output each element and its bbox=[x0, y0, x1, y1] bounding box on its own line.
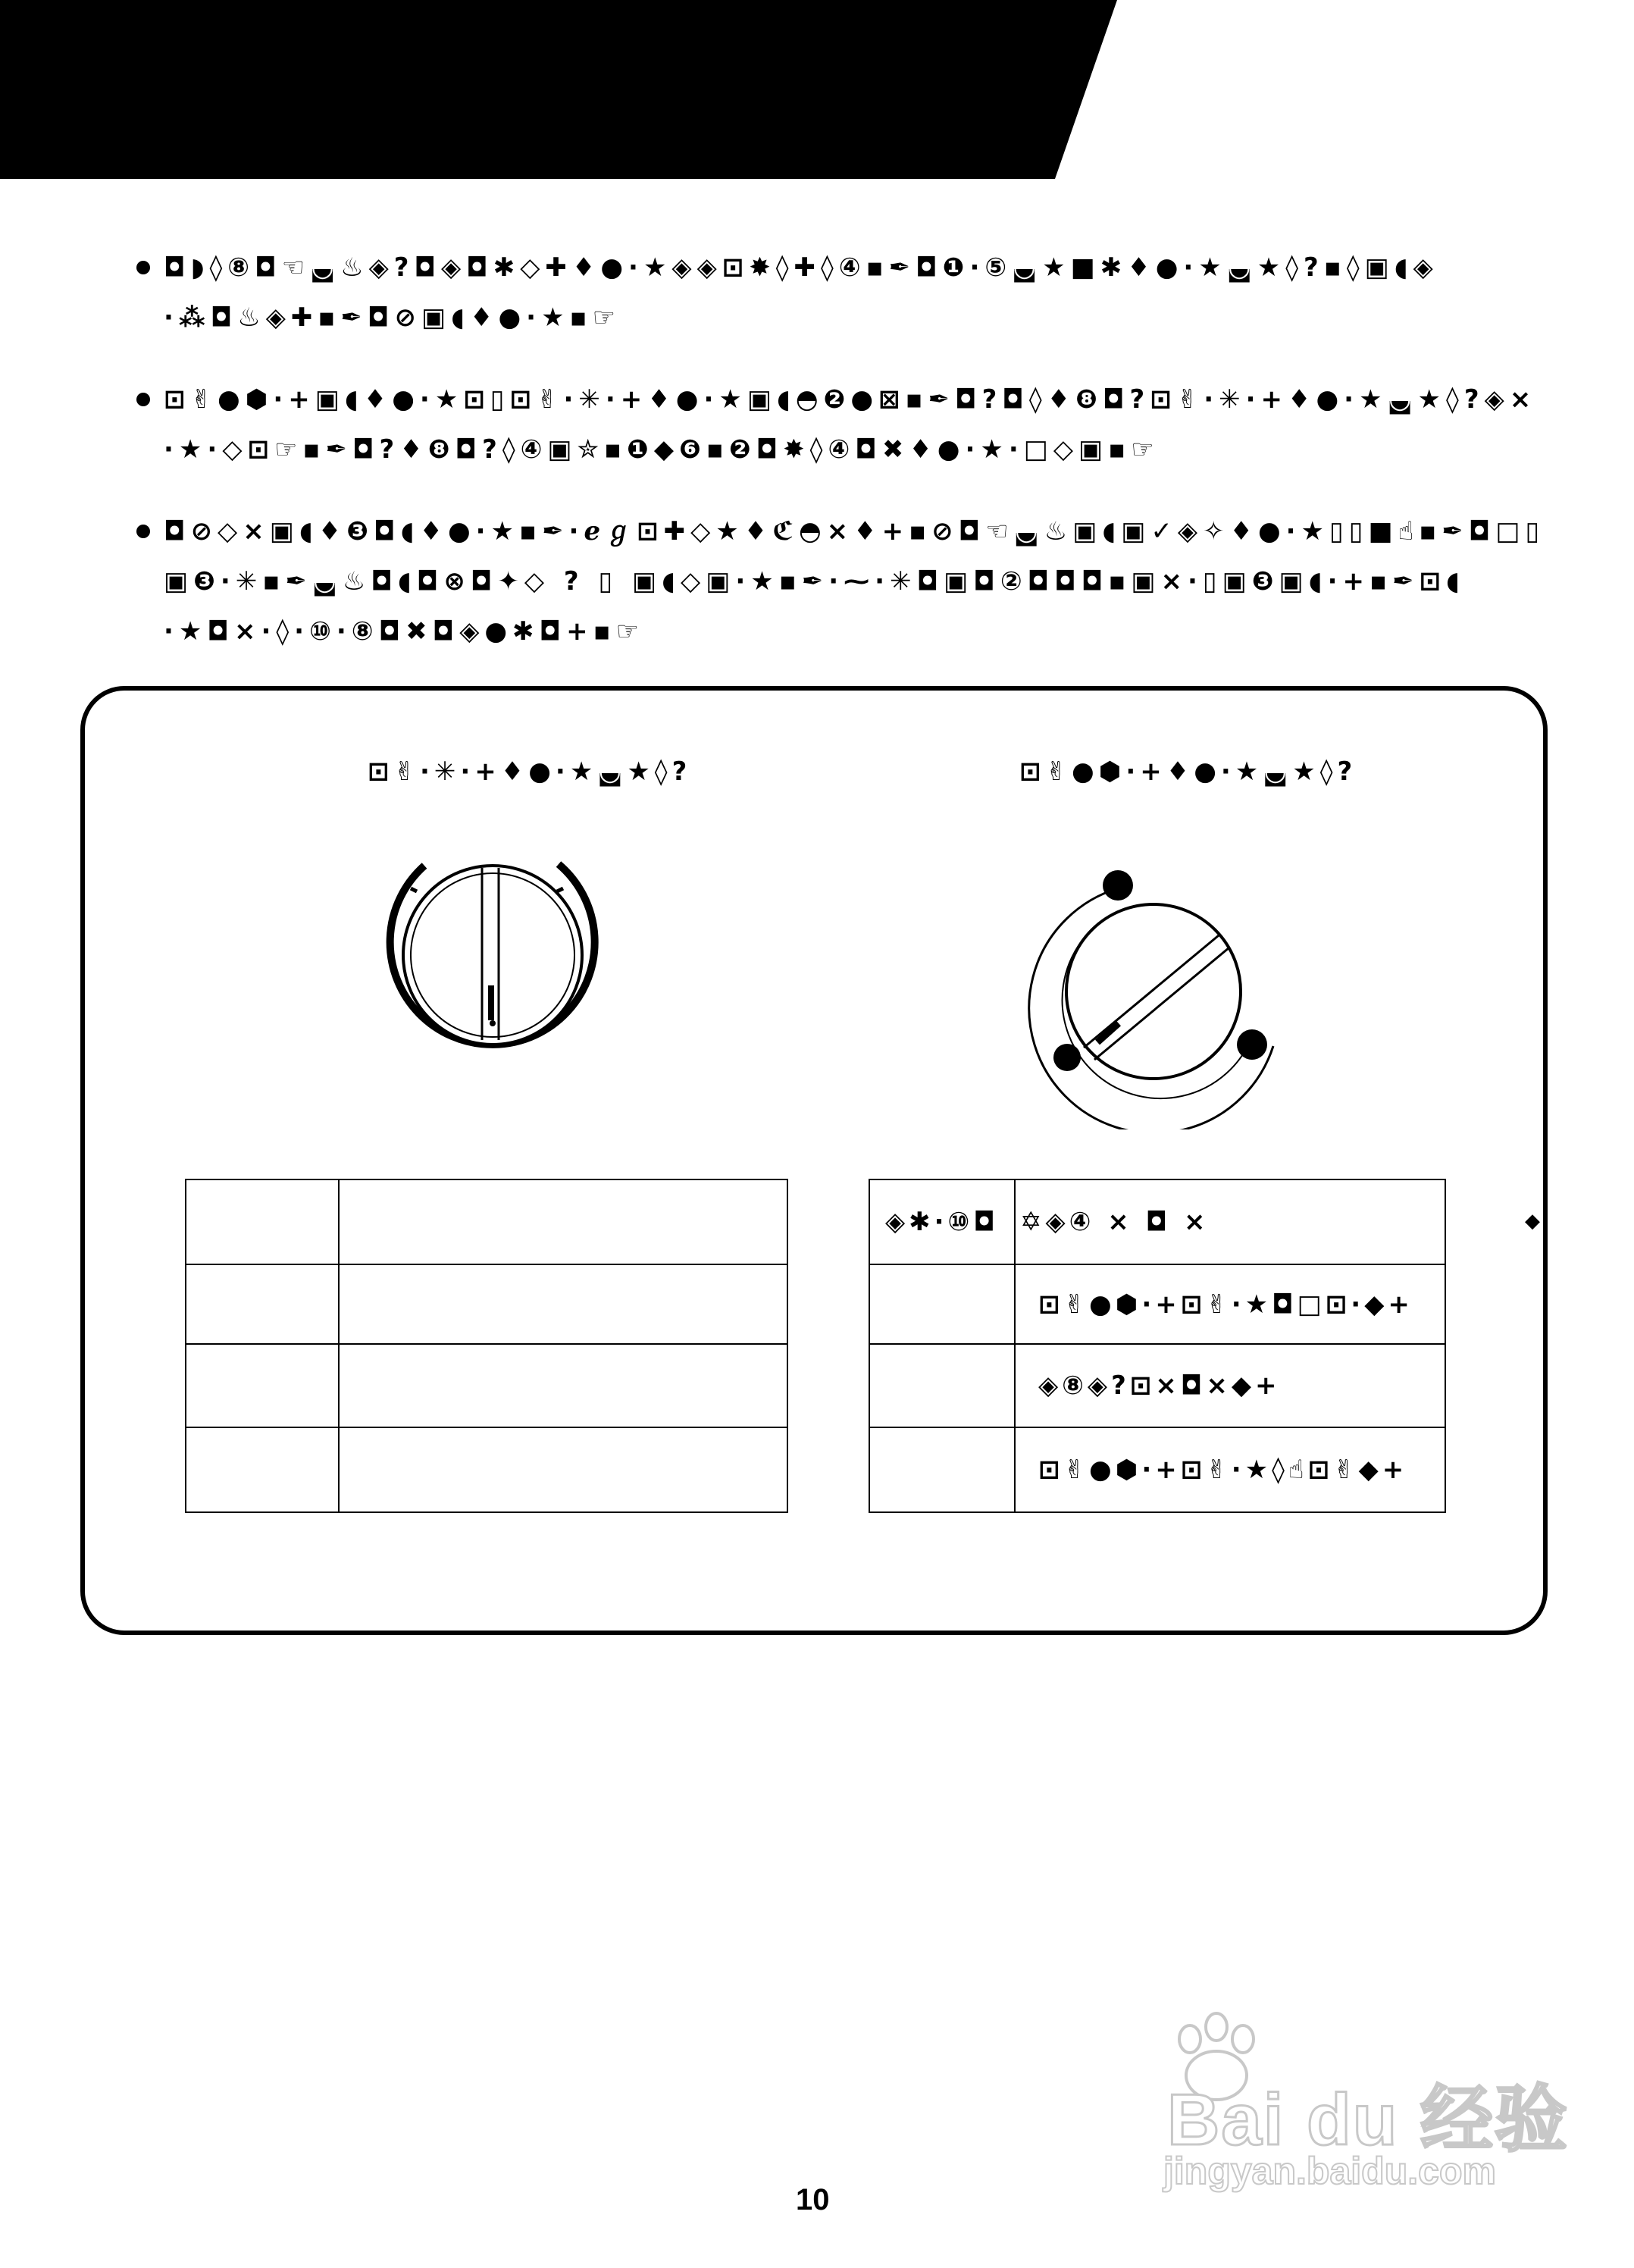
side-mark: ◆ bbox=[1525, 1210, 1540, 1233]
table-row bbox=[869, 1179, 1445, 1264]
bullet-text-line: ▣❸·✳▪✒◛♨◘◖◘⊗◘✦◇ ? ▯ ▣◖◇▣·★▪✒·⁓·✳◘▣◘②◘◘◘▪▣×·▯▣❸▣◖·+▪✒⊡◖ bbox=[164, 566, 1465, 597]
table-cell-value: ⊡✌●⬢·+⊡✌·★◘□⊡·◆+ bbox=[1015, 1264, 1445, 1344]
table-cell-label bbox=[869, 1264, 1015, 1344]
table-row bbox=[869, 1344, 1445, 1427]
bullet-item-1 bbox=[136, 243, 1634, 343]
table-cell-value bbox=[339, 1179, 787, 1264]
page-number: 10 bbox=[796, 2183, 830, 2216]
right-knob-drawing bbox=[1016, 849, 1296, 1129]
bullet-text-line: ⊡✌●⬢·+▣◖♦●·★⊡▯⊡✌·✳·+♦●·★▣◖◓❷●⊠▪✒◘?◘◊♦❽◘?⊡✌·✳·+♦●·★◛★◊?◈× bbox=[164, 384, 1537, 415]
table-row bbox=[186, 1427, 787, 1512]
bullet-text-line: ·★◘×·◊·⑩·⑧◘✖◘◈●✱◘+▪☞ bbox=[164, 616, 645, 647]
table-cell-value bbox=[339, 1344, 787, 1427]
left-settings-table bbox=[185, 1179, 788, 1513]
instruction-list bbox=[136, 243, 1634, 688]
bullet-dot bbox=[136, 393, 150, 406]
bullet-text-line: ·★·◇⊡☞▪✒◘?♦❽◘?◊④▣✮▪❶◆❻▪❷◘✸◊④◘✖♦●·★·□◇▣▪☞ bbox=[164, 434, 1160, 465]
bullet-item-3 bbox=[136, 506, 1634, 656]
table-row bbox=[869, 1264, 1445, 1344]
bullet-dot bbox=[136, 525, 150, 538]
table-cell-value: ◈⑧◈?⊡×◘×◆+ bbox=[1015, 1344, 1445, 1427]
table-cell-label bbox=[186, 1264, 339, 1344]
table-cell-label bbox=[869, 1427, 1015, 1512]
bullet-text-line: ·⁂◘♨◈✚▪✒◘⊘▣◖♦●·★▪☞ bbox=[164, 302, 621, 333]
table-cell-label bbox=[186, 1427, 339, 1512]
table-cell-label: ◈✱·⑩◘ bbox=[869, 1179, 1015, 1264]
table-cell-value: ⊡✌●⬢·+⊡✌·★◊☝⊡✌◆+ bbox=[1015, 1427, 1445, 1512]
table-cell-label bbox=[869, 1344, 1015, 1427]
table-cell-value bbox=[339, 1264, 787, 1344]
right-knob-caption: ⊡✌●⬢·+♦●·★◛★◊? bbox=[1019, 757, 1357, 787]
left-knob-caption: ⊡✌·✳·+♦●·★◛★◊? bbox=[368, 757, 692, 787]
right-settings-table bbox=[869, 1179, 1446, 1513]
left-knob-drawing bbox=[379, 841, 614, 1069]
bullet-dot bbox=[136, 261, 150, 274]
watermark-url: jingyan.baidu.com bbox=[1163, 2150, 1496, 2192]
bullet-text-line: ◘⊘◇×▣◖♦❸◘◖♦●·★▪✒·ℯℊ⊡✚◇★♦ℭ◓×♦+▪⊘◘☜◛♨▣◖▣✓◈✧♦●·★▯▯■☝▪✒◘□▯ bbox=[164, 516, 1545, 547]
header-band bbox=[0, 0, 1122, 179]
table-row bbox=[869, 1427, 1445, 1512]
bullet-text-line: ◘◗◊⑧◘☜◛♨◈?◘◈◘✱◇✚♦●·★◈◈⊡✸◊✚◊④▪✒◘❶·⑤◛★■✱♦●·★◛★◊?▪◊▣◖◈ bbox=[164, 252, 1438, 283]
watermark-brand: Bai du 经验 bbox=[1167, 2079, 1570, 2160]
table-cell-value bbox=[339, 1427, 787, 1512]
table-cell-label bbox=[186, 1179, 339, 1264]
table-row bbox=[186, 1344, 787, 1427]
table-cell-label bbox=[186, 1344, 339, 1427]
bullet-item-2 bbox=[136, 374, 1634, 475]
table-cell-value: ✡◈④ × ◘ × bbox=[1015, 1179, 1445, 1264]
table-row bbox=[186, 1179, 787, 1264]
table-row bbox=[186, 1264, 787, 1344]
